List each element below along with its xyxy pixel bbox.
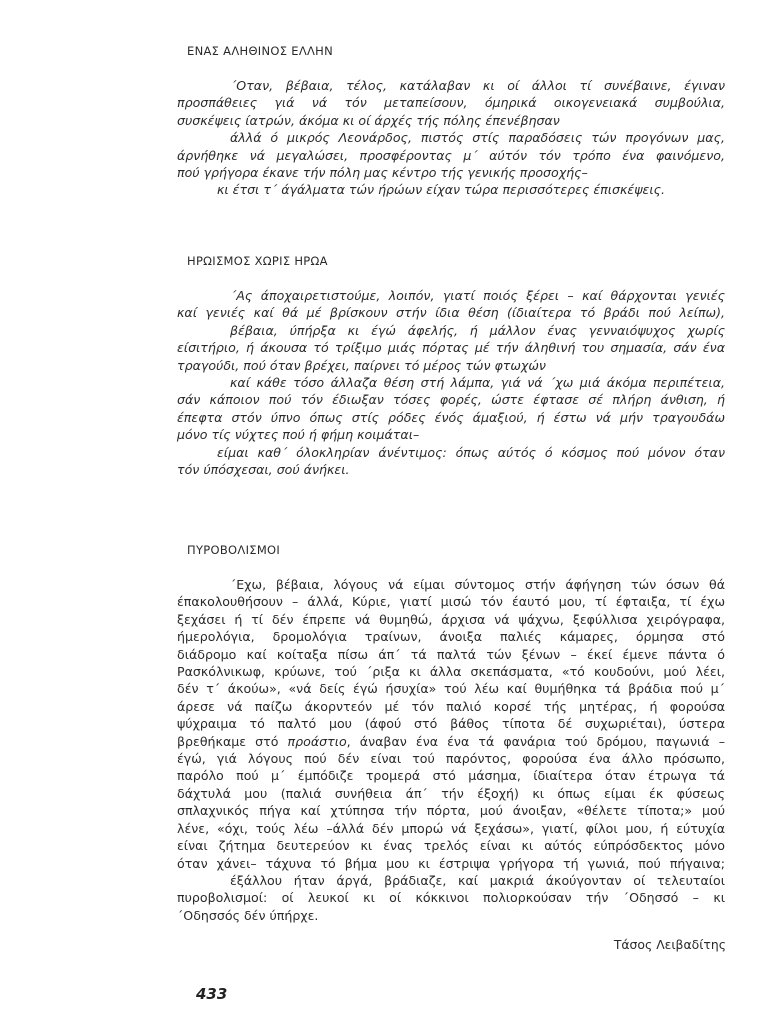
text-line: πού γρήγορα έκανε τήν πόλη μας κέντρο τής γενικής προσοχής– [177, 165, 588, 181]
text-line: έπεφτα στόν ύπνο όπως στίς ρόδες ένός άμαξιού, ή έστω νά μήν τραγουδάω [177, 409, 725, 425]
text-line: έπακολουθήσουν – άλλά, Κύριε, γιατί μισώ τόν έαυτό μου, τί έφταιξα, τί έχω [177, 594, 725, 610]
text-line: είναι ζήτημα δευτερεύον κι ένας τρελός είναι κι αύτός εύπρόσδεκτος μόνο [177, 838, 725, 854]
page-number: 433 [196, 985, 228, 1003]
text-line: παρόλο πού μ΄ έμπόδιζε τρομερά στό μάσημα, ίδιαίτερα όταν έτρωγα τά [177, 768, 725, 784]
text-line: δέν τ΄ άκούω», «νά δείς έγώ ήσυχία» τού λέω καί θυμήθηκα τά βράδια πού μ΄ [177, 681, 725, 697]
text-line: βέβαια, ύπήρξα κι έγώ άφελής, ή μάλλον ένας γενναιόψυχος χωρίς [230, 322, 725, 338]
text-line: λένε, «όχι, τούς λέω –άλλά δέν μπορώ νά ξεχάσω», γιατί, φίλοι μου, ή εύτυχία [177, 820, 725, 836]
emphasized-word: προάστιο [287, 733, 347, 749]
text-line: διάδρομο καί κοίταξα πίσω άπ΄ τά παλτά τών ξένων – έκεί έμενε πάντα ό [177, 646, 725, 662]
text-line: καί γενιές καί θά μέ βρίσκουν στήν ίδια θέση (ίδιαίτερα τό βράδι πού λείπω), [177, 305, 725, 321]
text-line: έξάλλου ήταν άργά, βράδιαζε, καί μακριά άκούγονταν οί τελευταίοι [230, 872, 725, 888]
text-line: μόνο τίς νύχτες πού ή φήμη κοιμάται– [177, 427, 420, 443]
section-title-1: ΕΝΑΣ ΑΛΗΘΙΝΟΣ ΕΛΛΗΝ [187, 44, 334, 58]
text-line: βρεθήκαμε στό προάστιο, άναβαν ένα ένα τά φανάρια τού δρόμου, παγωνιά – [177, 733, 725, 749]
text-line: σάν κάποιον πού τόν έδιωξαν τόσες φορές, ώστε έφτασε σέ πλήρη άνθιση, ή [177, 392, 725, 408]
text-line: άρεσε νά παίζω άκορντεόν μέ τόν παλιό κορσέ τής μητέρας, ή φορούσα [177, 698, 725, 714]
text-line: άλλά ό μικρός Λεονάρδος, πιστός στίς παραδόσεις τών προγόνων μας, [230, 130, 725, 146]
text-line: σπλαχνικός πήγα καί χτύπησα τήν πόρτα, μού άνοιξαν, «θέλετε τίποτα;» μού [177, 803, 725, 819]
text-line: άρνήθηκε νά μεγαλώσει, προσφέροντας μ΄ αύτόν τόν τρόπο ένα φαινόμενο, [177, 147, 725, 163]
text-line: είσιτήριο, ή άκουσα τό τρίξιμο μιάς πόρτας μέ τήν άληθινή του σημασία, σάν ένα [177, 340, 725, 356]
text-line: ΄Οδησσός δέν ύπήρχε. [177, 907, 319, 923]
section-body-1 [177, 77, 725, 199]
text-line: κι έτσι τ΄ άγάλματα τών ήρώων είχαν τώρα περισσότερες έπισκέψεις. [217, 182, 666, 198]
text-line: τόν ύπόσχεσαι, σού άνήκει. [177, 462, 350, 478]
text-line: ήμερολόγια, δρομολόγια τραίνων, άνοιξα παλιές κάμαρες, όρμησα στό [177, 629, 725, 645]
text-line: προσπάθειες γιά νά τόν μεταπείσουν, όμηρικά οικογενειακά συμβούλια, [177, 95, 725, 111]
text-line: ΄Ας άποχαιρετιστούμε, λοιπόν, γιατί ποιός ξέρει – καί θάρχονται γενιές [230, 288, 725, 303]
text-line: ΄Οταν, βέβαια, τέλος, κατάλαβαν κι οί άλλοι τί συνέβαινε, έγιναν [230, 78, 725, 93]
text-line: όταν χάνει– τάχυνα τό βήμα μου κι έστριψα γρήγορα τή γωνιά, πού πήγαινα; [177, 855, 725, 871]
section-body-3 [177, 576, 725, 924]
text-line: πυροβολισμοί: οί λευκοί κι οί κόκκινοι πολιορκούσαν τήν ΄Οδησσό – κι [177, 890, 725, 906]
author-signature: Τάσος Λειβαδίτης [613, 937, 726, 952]
text-line: έγώ, γιά λόγους πού δέν είναι τού παρόντος, φορούσα ένα άλλο πρόσωπο, [177, 751, 725, 767]
text-line: είμαι καθ΄ όλοκληρίαν άνέντιμος: όπως αύτός ό κόσμος πού μόνον όταν [217, 444, 725, 460]
text-line: Ρασκόλνικωφ, κρύωνε, τού ΄ριξα κι άλλα σκεπάσματα, «τό κουδούνι, μού λέει, [177, 664, 725, 680]
text-line: συσκέψεις ίατρών, άκόμα κι οί άρχές τής πόλης έπενέβησαν [177, 112, 560, 128]
text-line: τραγούδι, πού όταν βρέχει, παίρνει τό μέρος τών φτωχών [177, 357, 546, 373]
text-line: ΄Εχω, βέβαια, λόγους νά είμαι σύντομος στήν άφήγηση τών όσων θά [230, 577, 725, 592]
text-line: καί κάθε τόσο άλλαζα θέση στή λάμπα, γιά νά ΄χω μιά άκόμα περιπέτεια, [230, 375, 725, 391]
text-line: δάχτυλά μου (παλιά συνήθεια άπ΄ τήν έξοχή) κι όπως είμαι έκ φύσεως [177, 785, 725, 801]
text-line: ξεχάσει ή τί δέν έπρεπε νά θυμηθώ, άρχισα νά ψάχνω, ξεφύλλισα χειρόγραφα, [177, 611, 725, 627]
section-body-2 [177, 287, 725, 478]
section-title-2: ΗΡΩΙΣΜΟΣ ΧΩΡΙΣ ΗΡΩΑ [187, 254, 328, 268]
section-title-3: ΠΥΡΟΒΟΛΙΣΜΟΙ [187, 543, 281, 557]
text-line: ψύχραιμα τό παλτό μου (άφού στό βάθος τίποτα δέ συχωριέται), ύστερα [177, 716, 725, 732]
